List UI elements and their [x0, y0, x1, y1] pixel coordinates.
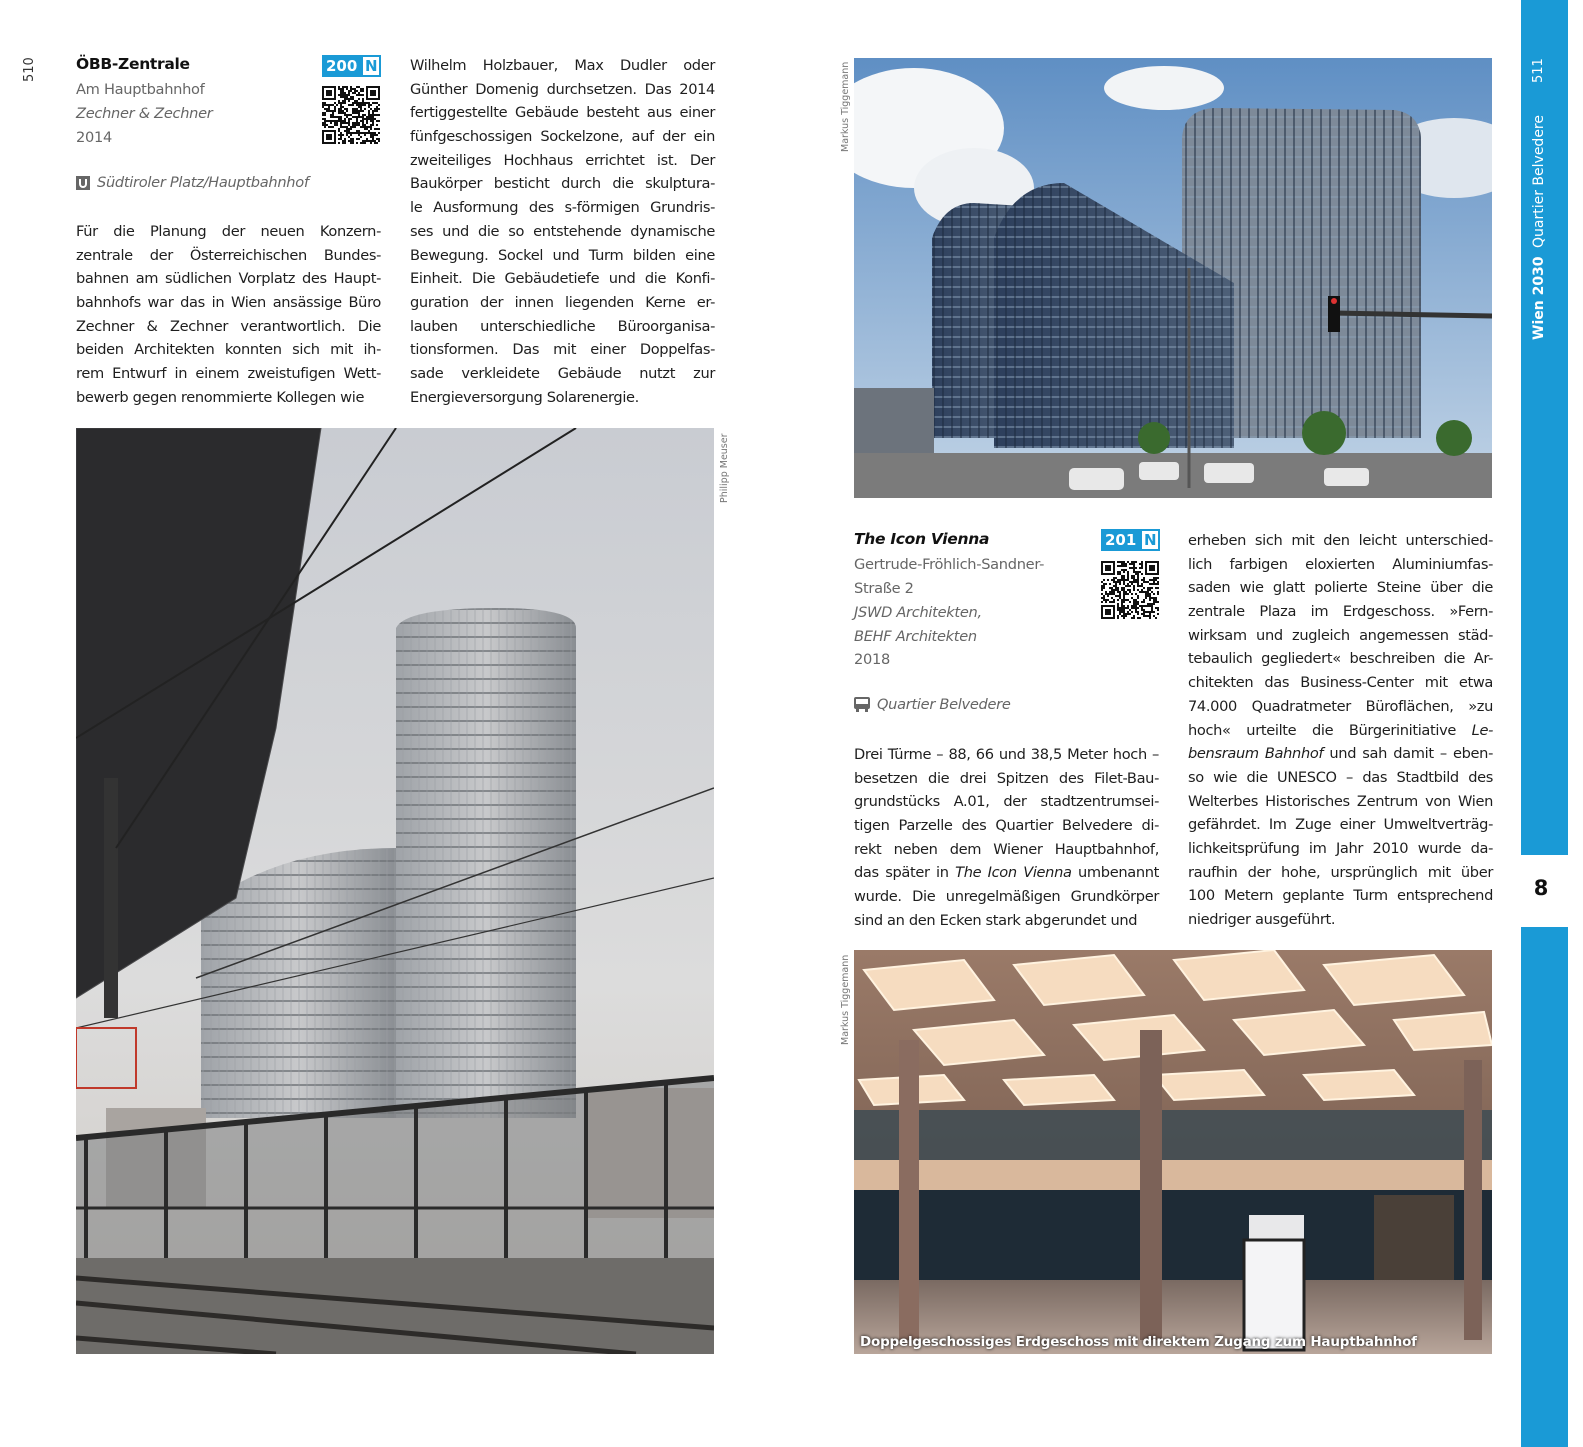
- entry-year: 2018: [854, 651, 890, 668]
- text-segment: rekt neben dem Wiener Hauptbahnhof,: [854, 840, 1159, 858]
- text-segment: wirksam und zugleich angemessen städ-: [1188, 626, 1493, 644]
- text-line: [76, 362, 381, 386]
- text-line: [1188, 671, 1493, 695]
- entry-year: 2014: [76, 129, 112, 146]
- entry-title: ÖBB-Zentrale: [76, 55, 190, 73]
- entry-number-badge: [1101, 529, 1160, 551]
- text-segment: fünfgeschossigen Sockelzone, auf der ein: [410, 128, 715, 146]
- text-segment: fertiggestellte Gebäude besteht aus einer: [410, 104, 715, 122]
- photo-credit-bottom: Markus Tiggemann: [840, 954, 851, 1045]
- text-segment: Energieversorgung Solarenergie.: [410, 388, 639, 406]
- badge-number: 201: [1101, 529, 1140, 551]
- text-segment: Drei Türme – 88, 66 und 38,5 Meter hoch –: [854, 746, 1159, 763]
- text-segment: guration der innen liegenden Kerne er-: [410, 293, 715, 311]
- text-segment: rem Entwurf in einem zweistufigen Wett-: [76, 365, 381, 383]
- text-segment: lauben unterschiedliche Büroorganisa-: [410, 317, 715, 335]
- body-text-col2: [410, 54, 715, 409]
- text-segment: Zechner & Zechner verantwortlich. Die: [76, 317, 381, 335]
- text-line: [854, 885, 1159, 909]
- text-line: [410, 315, 715, 339]
- chapter-number[interactable]: 8: [1533, 876, 1549, 900]
- text-segment: Bewegung. Sockel und Turm bilden eine: [410, 246, 715, 264]
- photo-oebb-tower: [76, 428, 714, 1354]
- text-segment: umbenannt: [1071, 864, 1159, 882]
- entry-address-line2: Straße 2: [854, 580, 914, 597]
- station-name: Quartier Belvedere: [877, 696, 1011, 713]
- chapter-sidebar: [1521, 0, 1568, 855]
- entry-architect-line2: BEHF Architekten: [854, 628, 977, 645]
- text-segment: so wie die UNESCO – das Stadtbild des: [1188, 768, 1493, 786]
- text-line: [1188, 861, 1493, 885]
- text-line: [1188, 529, 1493, 553]
- badge-letter: N: [361, 55, 381, 77]
- entry-address: Am Hauptbahnhof: [76, 81, 205, 98]
- text-line: [76, 220, 381, 244]
- entry-architect-line1: JSWD Architekten,: [854, 604, 982, 621]
- entry-title: The Icon Vienna: [854, 530, 990, 548]
- text-line: [76, 315, 381, 339]
- text-line: [854, 838, 1159, 862]
- text-segment: zentrale der Österreichischen Bundes-: [76, 246, 381, 264]
- text-segment: niedriger ausgeführt.: [1188, 911, 1336, 928]
- italic-segment: Le-: [1471, 721, 1493, 739]
- text-line: [410, 149, 715, 173]
- text-segment: bahnen am südlichen Vorplatz des Haupt-: [76, 270, 381, 288]
- text-line: [1188, 600, 1493, 624]
- text-segment: le Ausformung des s-förmigen Grundris-: [410, 199, 715, 217]
- text-line: [1188, 719, 1493, 743]
- text-segment: ses und die so entstehende dynamische: [410, 222, 715, 240]
- text-segment: lichkeitsprüfung im Jahr 2010 wurde da-: [1188, 839, 1493, 857]
- chapter-sidebar-lower: [1521, 927, 1568, 1447]
- text-segment: tigen Parzelle des Quartier Belvedere di-: [854, 817, 1159, 835]
- transit-station: [854, 696, 1011, 713]
- photo-caption: Doppelgeschossiges Erdgeschoss mit direktem Zugang zum Hauptbahnhof: [860, 1334, 1417, 1350]
- photo-icon-vienna-interior: [854, 950, 1492, 1354]
- text-line: [410, 362, 715, 386]
- photo-credit-top: Markus Tiggemann: [840, 61, 851, 152]
- text-line: [1188, 576, 1493, 600]
- text-line: [1188, 742, 1493, 766]
- text-segment: 74.000 Quadratmeter Büroflächen, »zu: [1188, 697, 1493, 715]
- text-segment: Einheit. Die Gebäudetiefe und die Konfi-: [410, 270, 715, 288]
- text-line: [410, 54, 715, 78]
- text-line: [1188, 695, 1493, 719]
- entry-architect: Zechner & Zechner: [76, 105, 213, 122]
- text-line: [1188, 884, 1493, 908]
- text-line: [76, 291, 381, 315]
- text-segment: tionsformen. Das mit einer Doppelfas-: [410, 341, 715, 359]
- text-line: [1188, 624, 1493, 648]
- text-segment: sade verkleidete Gebäude nutzt zur: [410, 364, 715, 382]
- text-line: [1188, 790, 1493, 814]
- text-line: [410, 267, 715, 291]
- text-line: [410, 244, 715, 268]
- text-segment: wurde. Die unregelmäßigen Grundkörper: [854, 888, 1159, 906]
- entry-address-line1: Gertrude-Fröhlich-Sandner-: [854, 556, 1045, 573]
- text-segment: chitekten das Business-Center mit etwa: [1188, 674, 1493, 692]
- text-line: [854, 909, 1159, 933]
- body-text-col1: [854, 743, 1159, 933]
- text-segment: saden wie glatt polierte Steine über die: [1188, 579, 1493, 597]
- photo-icon-vienna-exterior: [854, 58, 1492, 498]
- section-title: Quartier Belvedere: [1531, 115, 1547, 248]
- text-segment: bewerb gegen renommierte Kollegen wie: [76, 388, 365, 406]
- entry-number-badge: [322, 55, 381, 77]
- text-segment: und sah damit – eben-: [1323, 745, 1493, 763]
- text-line: [1188, 647, 1493, 671]
- text-line: [854, 814, 1159, 838]
- text-segment: gefährdet. Im Zuge einer Umweltverträg-: [1188, 816, 1493, 834]
- page-number-left: 510: [22, 57, 37, 82]
- text-line: [410, 386, 715, 410]
- text-segment: das später in: [854, 864, 956, 882]
- text-segment: tebaulich gegliedert« beschreiben die Ar-: [1188, 650, 1493, 668]
- text-line: [854, 861, 1159, 885]
- text-line: [410, 172, 715, 196]
- qr-code-icon[interactable]: [1101, 561, 1159, 619]
- photo-credit: Philipp Meuser: [719, 433, 730, 503]
- text-line: [1188, 553, 1493, 577]
- text-segment: lich farbigen eloxierten Aluminiumfas-: [1188, 555, 1493, 573]
- text-segment: hoch« urteilte die Bürgerinitiative: [1188, 721, 1472, 739]
- text-line: [1188, 908, 1493, 932]
- text-line: [1188, 837, 1493, 861]
- text-line: [410, 78, 715, 102]
- transit-station: [76, 174, 309, 191]
- text-segment: zweiteiliges Hochhaus errichtet ist. Der: [410, 151, 715, 169]
- book-title: Wien 2030: [1531, 256, 1547, 340]
- body-text-col2: [1188, 529, 1493, 932]
- text-segment: grundstücks A.01, der stadtzentrumsei-: [854, 793, 1159, 811]
- text-line: [854, 790, 1159, 814]
- text-line: [1188, 766, 1493, 790]
- text-segment: 100 Metern geplante Turm entsprechend: [1188, 887, 1493, 905]
- text-line: [854, 743, 1159, 767]
- text-line: [76, 338, 381, 362]
- text-segment: Welterbes Historisches Zentrum von Wien: [1188, 792, 1493, 810]
- text-segment: Wilhelm Holzbauer, Max Dudler oder: [410, 57, 715, 74]
- text-line: [410, 338, 715, 362]
- badge-number: 200: [322, 55, 361, 77]
- text-line: [410, 220, 715, 244]
- text-line: [410, 101, 715, 125]
- text-segment: erheben sich mit den leicht unterschied-: [1188, 532, 1493, 549]
- text-line: [76, 244, 381, 268]
- text-segment: bahnhofs war das in Wien ansässige Büro: [76, 294, 381, 312]
- text-line: [410, 125, 715, 149]
- text-segment: sind an den Ecken stark abgerundet und: [854, 911, 1138, 929]
- text-line: [854, 767, 1159, 791]
- text-segment: besetzen die drei Spitzen des Filet-Bau-: [854, 769, 1159, 787]
- text-segment: zentrale Plaza im Erdgeschoss. »Fern-: [1188, 603, 1493, 621]
- badge-letter: N: [1140, 529, 1160, 551]
- u-bahn-icon: [76, 176, 90, 190]
- text-line: [76, 386, 381, 410]
- text-segment: Baukörper besticht durch die skulptura-: [410, 175, 715, 193]
- bus-icon: [854, 697, 870, 712]
- station-name: Südtiroler Platz/Hauptbahnhof: [97, 174, 309, 191]
- text-line: [410, 196, 715, 220]
- text-segment: Günther Domenig durchsetzen. Das 2014: [410, 80, 715, 98]
- qr-code-icon[interactable]: [322, 86, 380, 144]
- text-segment: Für die Planung der neuen Konzern-: [76, 223, 381, 240]
- body-text-col1: [76, 220, 381, 410]
- text-segment: raufhin der hohe, ursprünglich mit über: [1188, 863, 1493, 881]
- text-segment: beiden Architekten konnten sich mit ih-: [76, 341, 381, 359]
- italic-segment: bensraum Bahnhof: [1188, 745, 1324, 763]
- text-line: [410, 291, 715, 315]
- text-line: [76, 267, 381, 291]
- text-line: [1188, 813, 1493, 837]
- page-number-right: 511: [1531, 58, 1546, 83]
- italic-segment: The Icon Vienna: [955, 864, 1072, 882]
